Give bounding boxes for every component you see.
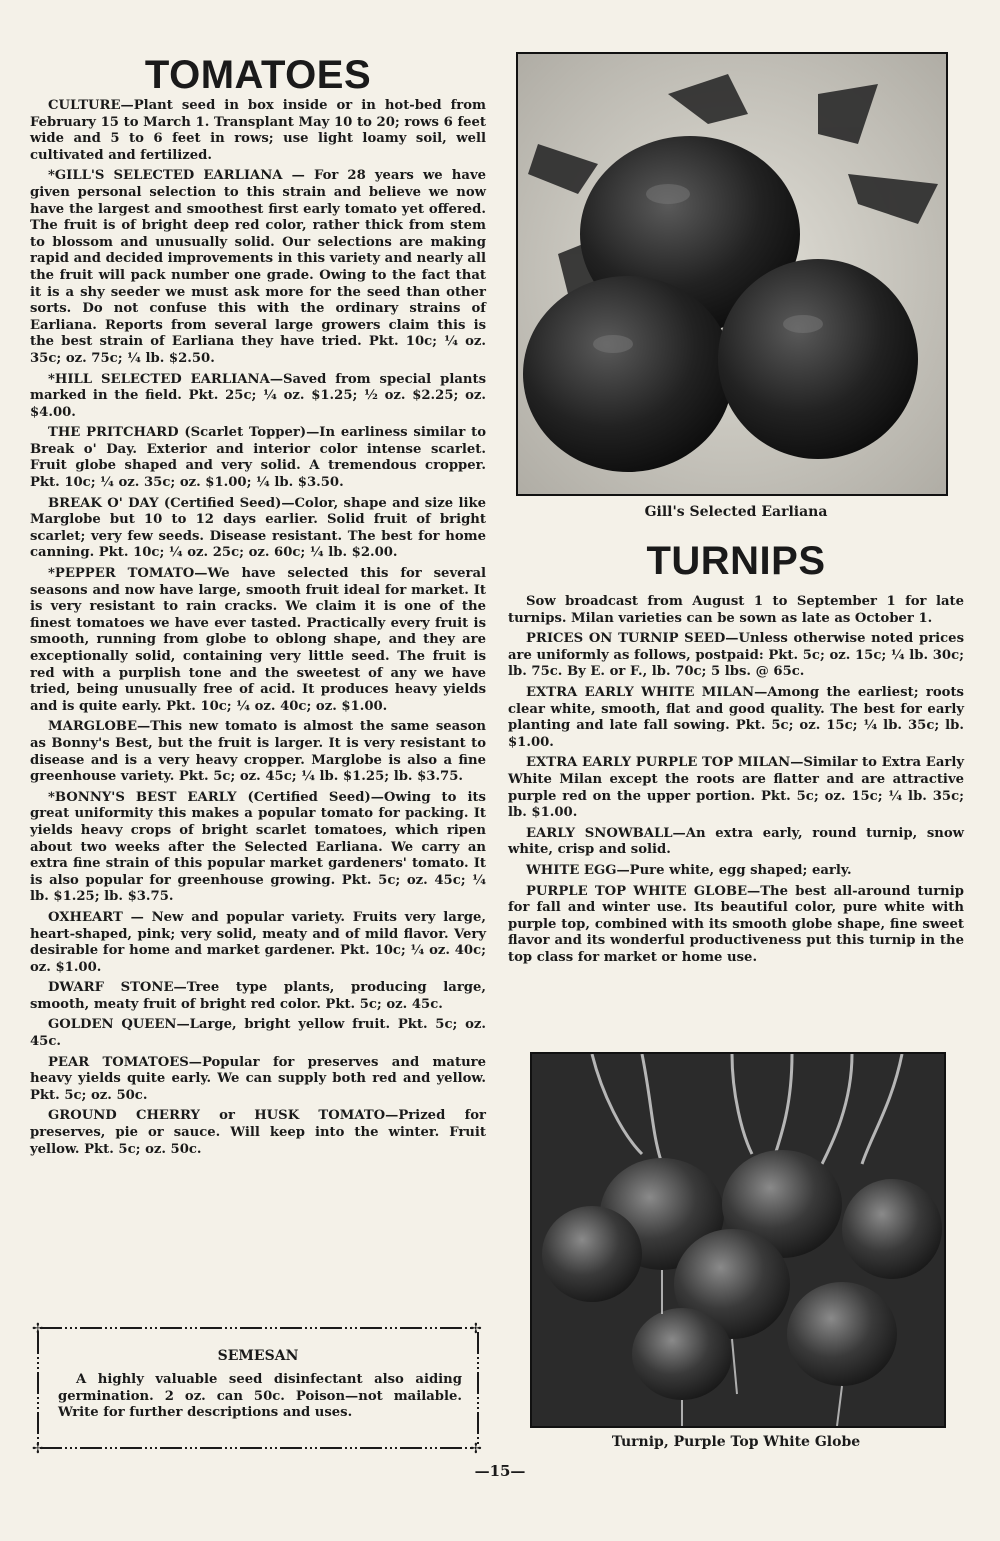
tomato-hill-earliana-paragraph: *HILL SELECTED EARLIANA—Saved from special plants marked in the field. Pkt. 25c; ¼ oz. $1.25; ½ oz. $2.25; oz. $4.00. [30, 371, 486, 420]
tomato-pepper-paragraph: *PEPPER TOMATO—We have selected this for several seasons and now have large, smooth fruit ideal for market. It is very resistant to rain cracks. We claim it is one of the finest tomatoes we have ever tasted. Practically every fruit is smooth, running from globe to oblong shape, and they are exceptionally solid, containing very little seed. The fruit is red with a purplish tone and the sweetest of any we have tried, being unusually free of acid. It produces heavy yields and is quite early. Pkt. 10c; ¼ oz. 40c; oz. $1.00. [30, 566, 486, 714]
tomato-pritchard-paragraph: THE PRITCHARD (Scarlet Topper)—In earliness similar to Break o' Day. Exterior and interior color intense scarlet. Fruit globe shaped and very solid. A tremendous cropper. Pkt. 10c; ¼ oz. 35c; oz. $1.00; ¼ lb. $3.50. [30, 425, 486, 491]
tomato-culture-paragraph: CULTURE—Plant seed in box inside or in hot-bed from February 15 to March 1. Transplant May 10 to 20; rows 6 feet wide and 5 to 6 feet in rows; use light loamy soil, well cultivated and fertilized. [30, 98, 486, 163]
tomato-marglobe-paragraph: MARGLOBE—This new tomato is almost the same season as Bonny's Best, but the fruit is larger. It is very resistant to disease and is a very heavy cropper. Marglobe is also a fine greenhouse variety. Pkt. 5c; oz. 45c; ¼ lb. $1.25; lb. $3.75. [30, 719, 486, 785]
turnip-snowball-paragraph: EARLY SNOWBALL—An extra early, round turnip, snow white, crisp and solid. [508, 825, 964, 858]
turnip-purple-globe-paragraph: PURPLE TOP WHITE GLOBE—The best all-around turnip for fall and winter use. Its beautiful color, pure white with purple top, combined with its smooth globe shape, fine sweet flavor and its wonderful productiveness put this turnip in the top class for market or home use. [508, 883, 964, 965]
turnip-image [532, 1054, 944, 1426]
tomato-dwarf-stone-paragraph: DWARF STONE—Tree type plants, producing large, smooth, meaty fruit of bright red color. Pkt. 5c; oz. 45c. [30, 980, 486, 1012]
turnip-white-egg-paragraph: WHITE EGG—Pure white, egg shaped; early. [526, 862, 852, 878]
svg-text:✢: ✢ [32, 1441, 44, 1454]
turnip-white-milan-paragraph: EXTRA EARLY WHITE MILAN—Among the earliest; roots clear white, smooth, flat and good quality. The best for early planting and late fall sowing. Pkt. 5c; oz. 15c; ¼ lb. 35c; lb. $1.00. [508, 684, 964, 750]
tomato-break-o-day-paragraph: BREAK O' DAY (Certified Seed)—Color, shape and size like Marglobe but 10 to 12 days earlier. Solid fruit of bright scarlet; very few seeds. Disease resistant. The best for home canning. Pkt. 10c; ¼ oz. 25c; oz. 60c; ¼ lb. $2.00. [30, 495, 486, 561]
tomato-bonnys-best-paragraph: *BONNY'S BEST EARLY (Certified Seed)—Owing to its great uniformity this makes a popular tomato for packing. It yields heavy crops of bright scarlet tomatoes, which ripen about two weeks after the Selected Earliana. We carry an extra fine strain of this popular market gardeners' tomato. It is also popular for greenhouse growing. Pkt. 5c; oz. 45c; ¼ lb. $1.25; lb. $3.75. [30, 789, 486, 905]
tomato-golden-queen-paragraph: GOLDEN QUEEN—Large, bright yellow fruit. Pkt. 5c; oz. 45c. [30, 1017, 486, 1050]
svg-text:✢: ✢ [32, 1322, 44, 1337]
semesan-title: SEMESAN [217, 1348, 299, 1364]
tomato-ground-cherry-paragraph: GROUND CHERRY or HUSK TOMATO—Prized for preserves, pie or sauce. Will keep into the winter. Fruit yellow. Pkt. 5c; oz. 50c. [30, 1108, 486, 1157]
tomato-image [518, 54, 946, 494]
turnips-heading: TURNIPS [646, 539, 826, 583]
semesan-box [30, 1322, 486, 1454]
tomato-photo-caption: Gill's Selected Earliana [644, 504, 828, 520]
semesan-text: A highly valuable seed disinfectant also aiding germination. 2 oz. can 50c. Poison—not mailable. Write for further descriptions and uses. [58, 1372, 462, 1421]
page-number: —15— [474, 1462, 526, 1480]
tomato-pear-paragraph: PEAR TOMATOES—Popular for preserves and mature heavy yields quite early. We can supply both red and yellow. Pkt. 5c; oz. 50c. [30, 1054, 486, 1103]
svg-text:✢: ✢ [470, 1441, 482, 1454]
turnip-photo-caption: Turnip, Purple Top White Globe [611, 1434, 861, 1450]
tomato-photo [516, 52, 948, 496]
right-column [508, 52, 964, 970]
tomato-oxheart-paragraph: OXHEART — New and popular variety. Fruits very large, heart-shaped, pink; very solid, meaty and of mild flavor. Very desirable for home and market gardener. Pkt. 10c; ¼ oz. 40c; oz. $1.00. [30, 909, 486, 975]
svg-text:✢: ✢ [470, 1322, 482, 1337]
tomatoes-heading: TOMATOES [144, 53, 372, 97]
tomatoes-column [30, 52, 486, 1162]
turnip-photo [530, 1052, 946, 1428]
turnip-purple-milan-paragraph: EXTRA EARLY PURPLE TOP MILAN—Similar to Extra Early White Milan except the roots are flatter and are attractive purple red on the upper portion. Pkt. 5c; oz. 15c; ¼ lb. 35c; lb. $1.00. [508, 755, 964, 821]
tomato-gills-earliana-paragraph: *GILL'S SELECTED EARLIANA — For 28 years we have given personal selection to this strain and believe we now have the largest and smoothest first early tomato yet offered. The fruit is of bright deep red color, rather thick from stem to blossom and unusually solid. Our selections are making rapid and decided improvements in this variety and nearly all the fruit will pack number one grade. Owing to the fact that it is a shy seeder we must ask more for the seed than other sorts. Do not confuse this with the ordinary strains of Earliana. Reports from several large growers claim this is the best strain of Earliana they have tried. Pkt. 10c; ¼ oz. 35c; oz. 75c; ¼ lb. $2.50. [30, 168, 486, 366]
turnip-sowing-paragraph: Sow broadcast from August 1 to September 1 for late turnips. Milan varieties can be sown as late as October 1. [508, 594, 964, 626]
turnip-prices-paragraph: PRICES ON TURNIP SEED—Unless otherwise noted prices are uniformly as follows, postpaid: Pkt. 5c; oz. 15c; ¼ lb. 30c; lb. 75c. By E. or F., lb. 70c; 5 lbs. @ 65c. [508, 631, 964, 680]
